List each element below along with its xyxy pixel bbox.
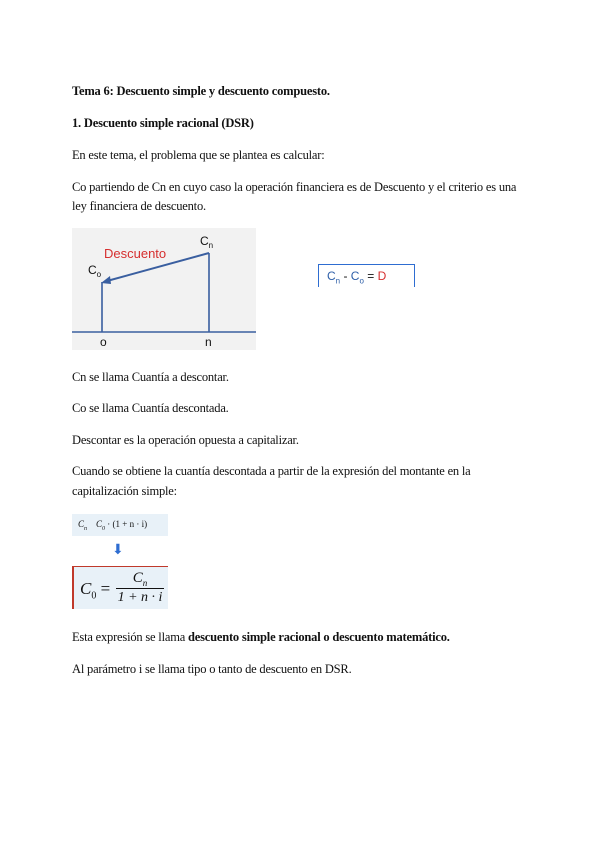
- f1-d: D: [377, 269, 387, 283]
- intro-text: En este tema, el problema que se plantea es calcular:: [72, 148, 325, 162]
- descuento-label: Descuento: [104, 246, 167, 261]
- f2-numerator: $C_n$: [132, 570, 148, 588]
- paragraph-line2: ley financiera de descuento.: [72, 199, 206, 213]
- co-definition: Co se llama Cuantía descontada.: [72, 401, 229, 415]
- discount-arrowhead: [101, 276, 111, 284]
- end-tick-label: n: [205, 335, 212, 349]
- doc-title: Tema 6: Descuento simple y descuento compuesto.: [72, 84, 330, 98]
- down-arrow-icon: ⬇: [112, 542, 124, 558]
- f2-lhs: C: [80, 579, 92, 598]
- f2-c0-sub: 0: [102, 525, 106, 532]
- f2-denominator: 1 + n · i: [117, 590, 163, 605]
- cn-definition: Cn se llama Cuantía a descontar.: [72, 370, 229, 384]
- cuando-line2: capitalización simple:: [72, 484, 177, 498]
- diagram-svg: [72, 228, 256, 350]
- f1-c1: C: [327, 269, 336, 283]
- f1-sub-o: o: [359, 276, 364, 286]
- montante-expression: [72, 514, 168, 536]
- f2-lhs-sub: 0: [91, 590, 97, 602]
- f2-c0: C: [96, 519, 103, 529]
- f2-eq: =: [100, 579, 111, 598]
- f2-cn-sub: n: [84, 525, 88, 532]
- dsr-result-formula: [72, 566, 168, 609]
- f1-minus: -: [340, 269, 351, 283]
- f2-cn: C: [78, 519, 85, 529]
- f1-sub-n: n: [335, 276, 341, 286]
- f1-equals: =: [363, 269, 378, 283]
- cn-minus-co-formula: [318, 264, 415, 287]
- expresion-text: [72, 626, 450, 648]
- descontar-text: Descontar es la operación opuesta a capitalizar.: [72, 433, 299, 447]
- origin-tick-label: o: [100, 335, 107, 349]
- co-label: $C_o$: [88, 263, 102, 279]
- section-heading: 1. Descuento simple racional (DSR): [72, 116, 254, 130]
- paragraph-line1: Co partiendo de Cn en cuyo caso la operación financiera es de Descuento y el criterio es una: [72, 180, 517, 194]
- parametro-text: Al parámetro i se llama tipo o tanto de descuento en DSR.: [72, 662, 352, 676]
- f1-c2: C: [350, 269, 360, 283]
- cuando-line1: Cuando se obtiene la cuantía descontada a partir de la expresión del montante en la: [72, 464, 471, 478]
- dsr-formula-image: [72, 514, 168, 608]
- expresion-bold: descuento simple racional o descuento matemático.: [188, 630, 450, 644]
- expresion-prefix: Esta expresión se llama: [72, 630, 188, 644]
- cn-label: $C_n$: [200, 234, 214, 250]
- discount-diagram: [72, 228, 256, 350]
- fraction-bar: [116, 588, 164, 589]
- f2-expr: · (1 + n · i): [107, 519, 148, 529]
